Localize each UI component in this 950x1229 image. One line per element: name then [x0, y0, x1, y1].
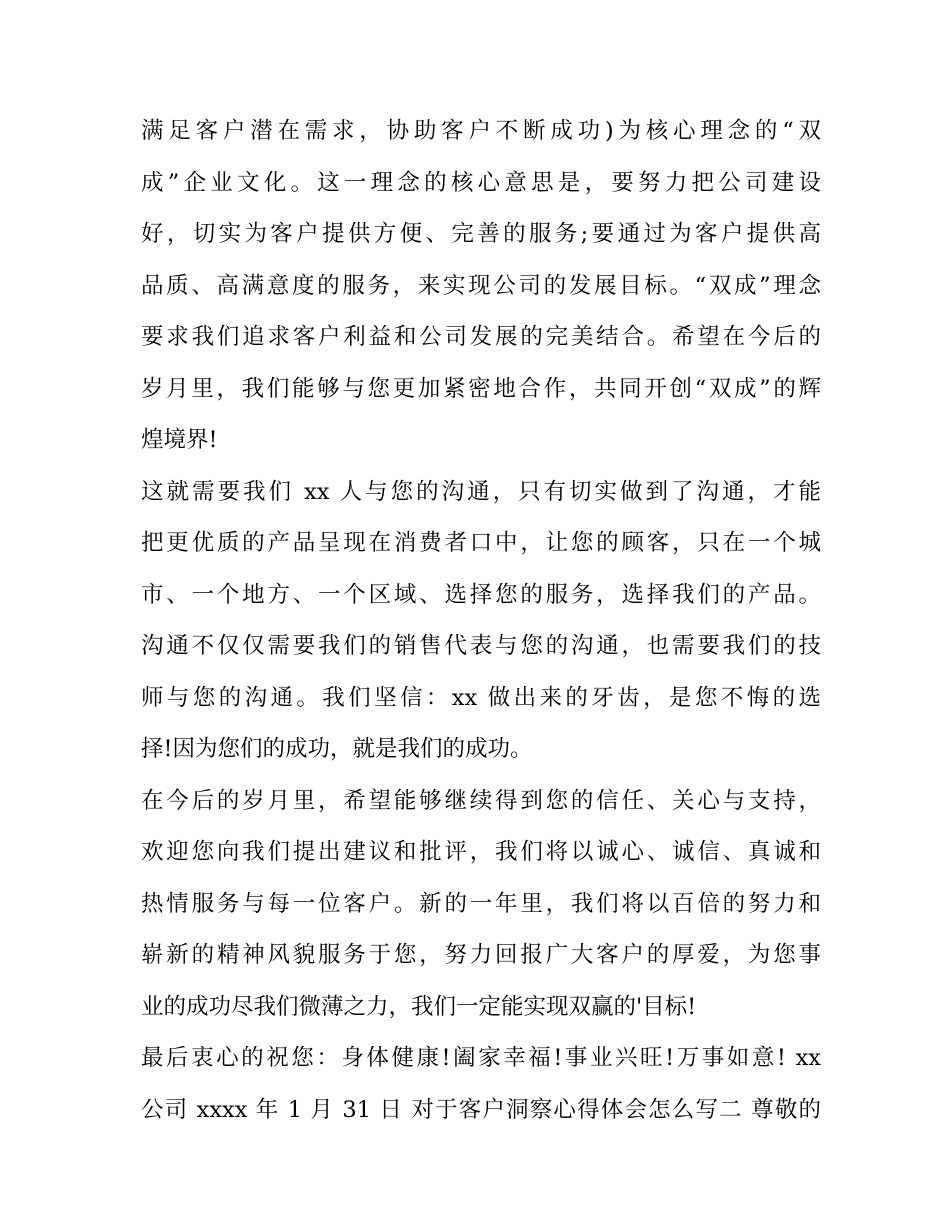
text-line: 热情服务与每一位客户。新的一年里，我们将以百倍的努力和 [141, 890, 821, 917]
text-line: 崭新的精神风貌服务于您，努力回报广大客户的厚爱，为您事 [141, 942, 821, 968]
text-line: 品质、高满意度的服务，来实现公司的发展目标。“双成”理念 [141, 272, 821, 299]
text-line: 择!因为您们的成功，就是我们的成功。 [141, 736, 533, 762]
document-body [141, 106, 821, 1136]
text-line: 在今后的岁月里，希望能够继续得到您的信任、关心与支持， [141, 787, 821, 814]
text-line: 成”企业文化。这一理念的核心意思是，要努力把公司建设 [141, 169, 821, 196]
text-line: 欢迎您向我们提出建议和批评，我们将以诚心、诚信、真诚和 [141, 839, 821, 865]
text-line: 最后衷心的祝您：身体健康!阖家幸福!事业兴旺!万事如意! xx [141, 1045, 821, 1071]
text-line: 把更优质的产品呈现在消费者口中，让您的顾客，只在一个城 [141, 530, 821, 556]
text-line: 公司 xxxx 年 1 月 31 日 对于客户洞察心得体会怎么写二 尊敬的 [141, 1096, 821, 1123]
text-line: 市、一个地方、一个区域、选择您的服务，选择我们的产品。 [141, 581, 821, 608]
text-line: 这就需要我们 xx 人与您的沟通，只有切实做到了沟通，才能 [141, 478, 821, 505]
text-line: 煌境界! [141, 427, 218, 453]
text-line: 岁月里，我们能够与您更加紧密地合作，共同开创“双成”的辉 [141, 375, 821, 402]
text-line: 要求我们追求客户利益和公司发展的完美结合。希望在今后的 [141, 324, 821, 350]
text-line: 满足客户潜在需求，协助客户不断成功)为核心理念的“双 [141, 118, 821, 144]
text-line: 好，切实为客户提供方便、完善的服务;要通过为客户提供高 [141, 221, 821, 247]
text-line: 业的成功尽我们微薄之力，我们一定能实现双赢的'目标! [141, 993, 697, 1020]
text-line: 师与您的沟通。我们坚信：xx 做出来的牙齿，是您不悔的选 [141, 684, 821, 711]
text-line: 沟通不仅仅需要我们的销售代表与您的沟通，也需要我们的技 [141, 633, 821, 659]
